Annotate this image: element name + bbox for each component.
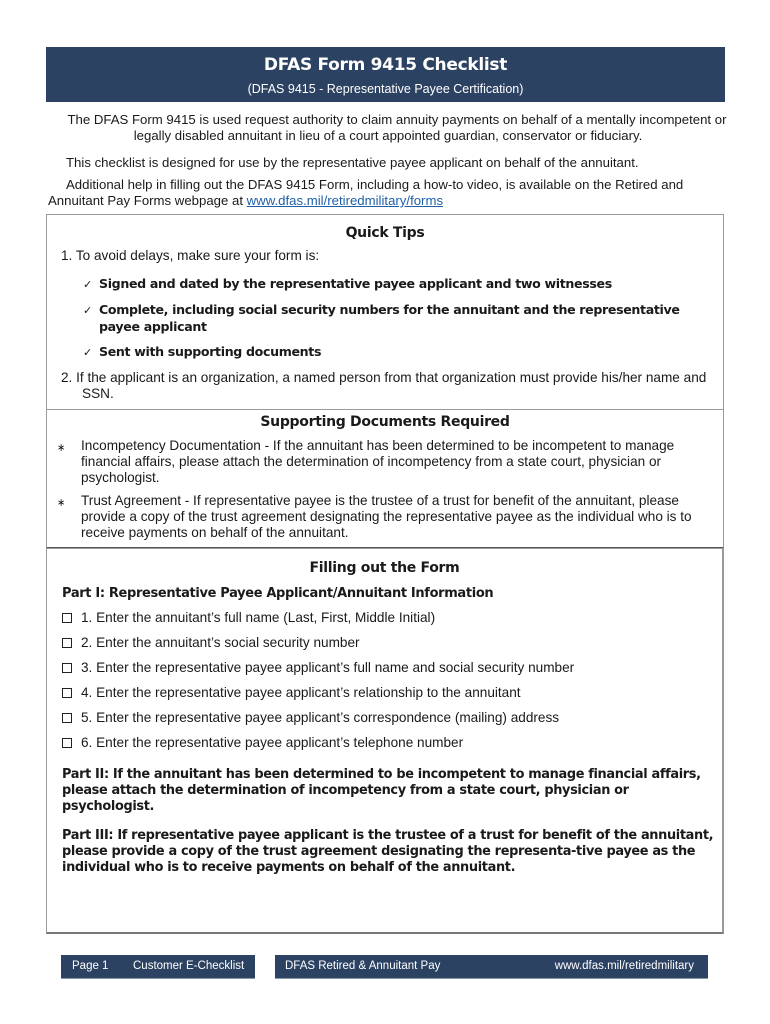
quick-tips-item-1: 1. To avoid delays, make sure your form is: (61, 248, 320, 263)
checklist-item-3[interactable]: 3. Enter the representative payee applicant’s full name and social security number (62, 660, 574, 676)
checklist-item-5[interactable]: 5. Enter the representative payee applicant’s correspondence (mailing) address (62, 710, 559, 726)
checkmark-icon: ✓ (83, 304, 92, 317)
page-subtitle: (DFAS 9415 - Representative Payee Certification) (247, 82, 524, 96)
quick-tips-item-2: 2. If the applicant is an organization, a named person from that organization must provide his/her name and SSN. (61, 370, 707, 401)
checkmark-icon: ✓ (83, 278, 92, 291)
checkmark-icon: ✓ (83, 346, 92, 359)
page-title: DFAS Form 9415 Checklist (263, 55, 508, 75)
supporting-documents-title: Supporting Documents Required (260, 414, 510, 430)
intro-paragraph-1: The DFAS Form 9415 is used request authority to claim annuity payments on behalf of a mentally incompetent or legally disabled annuitant in lieu of a court appointed guardian, conservator or fiduciary. (67, 112, 727, 143)
quick-tips-check-sent: ✓ Sent with supporting documents (83, 344, 322, 359)
checkbox-icon[interactable] (62, 638, 72, 648)
checkbox-icon[interactable] (62, 613, 72, 623)
footer-url-link[interactable]: www.dfas.mil/retiredmilitary (554, 960, 694, 972)
intro-paragraph-2: This checklist is designed for use by the representative payee applicant on behalf of the annuitant. (66, 155, 639, 170)
filling-out-form-title: Filling out the Form (309, 560, 460, 576)
footer-page-info (61, 955, 255, 979)
asterisk-bullet-icon: ∗ (57, 496, 66, 509)
checklist-item-6[interactable]: 6. Enter the representative payee applicant’s telephone number (62, 735, 463, 751)
part-2-instructions: Part II: If the annuitant has been determined to be incompetent to manage financial affairs, please attach the determination of incompetency from a state court, physician or psychologist. (62, 767, 701, 814)
footer-org-info (275, 955, 708, 979)
checklist-item-2[interactable]: 2. Enter the annuitant’s social security number (62, 635, 360, 651)
intro-paragraph-3: Additional help in filling out the DFAS 9415 Form, including a how-to video, is available on the Retired and Annuitant Pay Forms webpage at www.dfas.mil/retiredmilitary/forms (48, 177, 684, 208)
quick-tips-check-signed: ✓ Signed and dated by the representative payee applicant and two witnesses (83, 276, 612, 291)
part-1-title: Part I: Representative Payee Applicant/Annuitant Information (62, 586, 494, 601)
quick-tips-check-complete: ✓ Complete, including social security numbers for the annuitant and the representative payee applicant (83, 302, 680, 334)
checklist-item-1[interactable]: 1. Enter the annuitant’s full name (Last, First, Middle Initial) (62, 610, 435, 626)
filling-out-form-section (46, 548, 724, 934)
page-number: Page 1 (72, 960, 109, 972)
checklist-item-4[interactable]: 4. Enter the representative payee applicant’s relationship to the annuitant (62, 685, 521, 701)
checkbox-icon[interactable] (62, 713, 72, 723)
checkbox-icon[interactable] (62, 688, 72, 698)
checkbox-icon[interactable] (62, 663, 72, 673)
quick-tips-title: Quick Tips (345, 225, 425, 241)
supporting-documents-section: Supporting Documents Required ∗ Incompetency Documentation - If the annuitant has been determined to be incompetent to manage financial affairs, please attach the determination of incompetency from a state court, physician or psychologist. ∗ Trust Agreement - If representative payee is the trustee of a trust for benefit of the annuitant, please provide a copy of the trust agreement designating the representative payee as the individual who is to receive payments on behalf of the annuitant. (46, 409, 724, 549)
part-3-instructions: Part III: If representative payee applicant is the trustee of a trust for benefit of the annuitant, please provide a copy of the trust agreement designating the representa-tive payee as the individual who is to receive payments on behalf of the annuitant. (62, 828, 714, 875)
quick-tips-section (46, 214, 724, 410)
checkbox-icon[interactable] (62, 738, 72, 748)
asterisk-bullet-icon: ∗ (57, 441, 66, 454)
page-header (46, 47, 725, 102)
organization-name: DFAS Retired & Annuitant Pay (285, 960, 441, 972)
document-type: Customer E-Checklist (133, 960, 245, 972)
forms-webpage-link[interactable]: www.dfas.mil/retiredmilitary/forms (246, 193, 444, 208)
